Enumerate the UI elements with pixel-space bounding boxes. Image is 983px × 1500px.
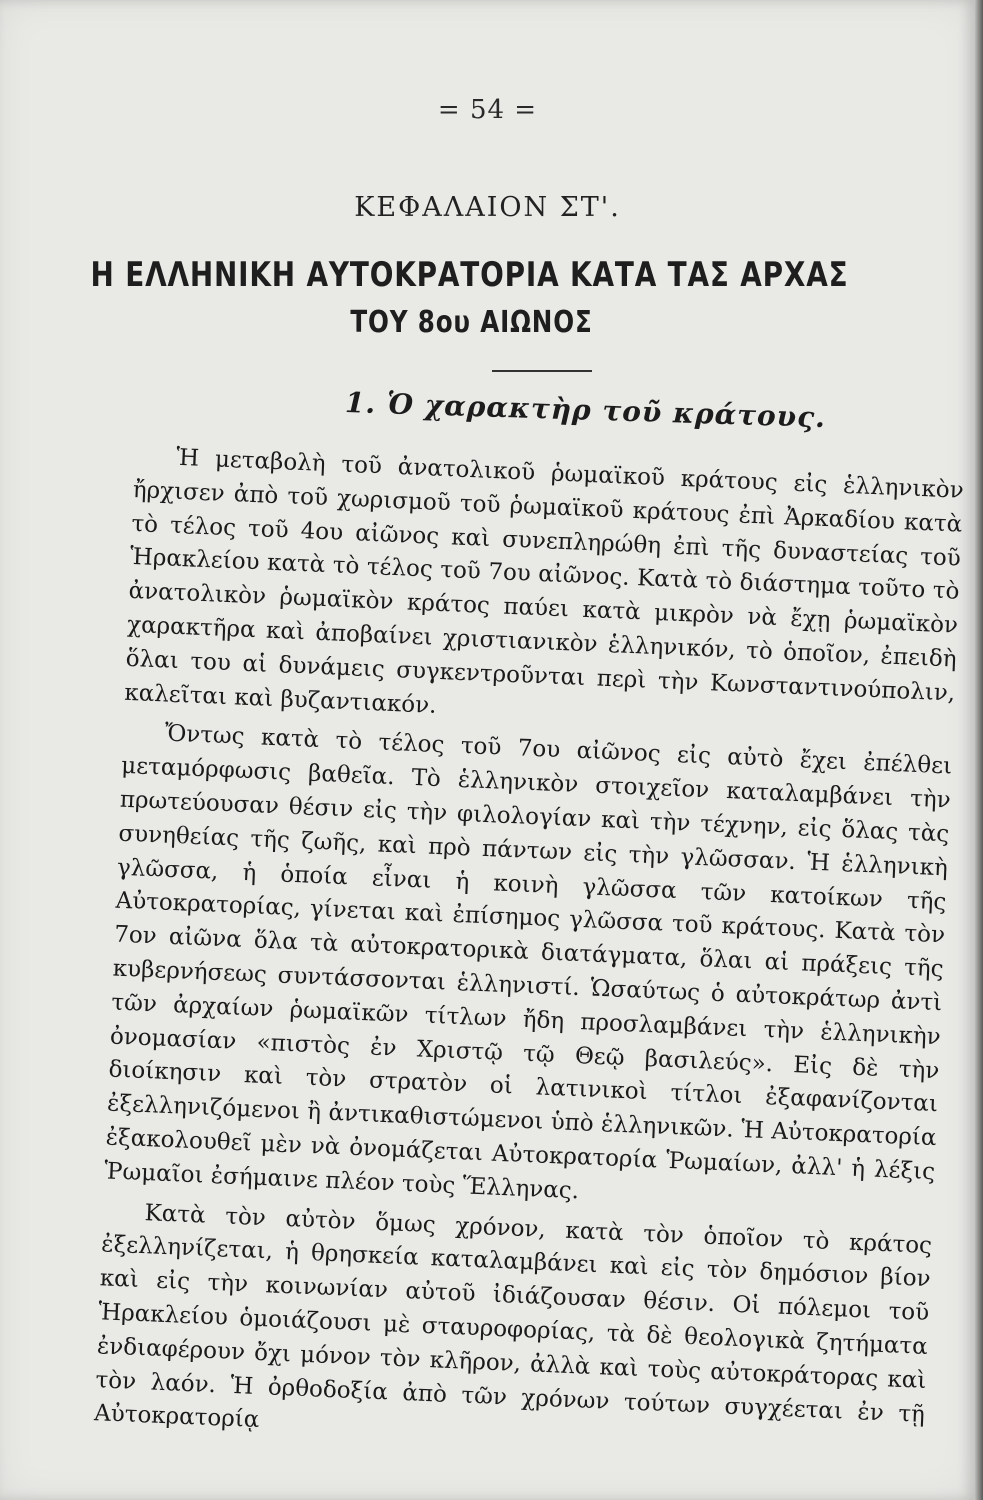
chapter-title-line-2: ΤΟΥ 8ου ΑΙΩΝΟΣ	[350, 305, 593, 340]
paragraph-2: Ὄντως κατὰ τὸ τέλος τοῦ 7ου αἰῶνος εἰς αὐτὸ ἔχει ἐπέλθει μεταμόρφωσις βαθεῖα. Τὸ ἑλληνικὸν στοιχεῖον καταλαμβάνει τὴν πρωτεύουσαν θέσιν εἰς τὴν φιλολογίαν καὶ τὴν τέχνην, εἰς ὅλας τὰς συνηθείας τῆς ζωῆς, καὶ πρὸ πάντων εἰς τὴν γλῶσσαν. Ἡ ἑλληνικὴ γλῶσσα, ἡ ὁποία εἶναι ἡ κοινὴ γλῶσσα τῶν κατοίκων τῆς Αὐτοκρατορίας, γίνεται καὶ ἐπίσημος γλῶσσα τοῦ κράτους. Κατὰ τὸν 7ον αἰῶνα ὅλα τὰ αὐτοκρατορικὰ διατάγματα, ὅλαι αἱ πράξεις τῆς κυβερνήσεως συντάσσονται ἑλληνιστί. Ὡσαύτως ὁ αὐτοκράτωρ ἀντὶ τῶν ἀρχαίων ῥωμαϊκῶν τίτλων ἤδη προσλαμβάνει τὴν ἑλληνικὴν ὀνομασίαν «πιστὸς ἐν Χριστῷ τῷ Θεῷ βασιλεύς». Εἰς δὲ τὴν διοίκησιν καὶ τὸν στρατὸν οἱ λατινικοὶ τίτλοι ἐξαφανίζονται ἐξελληνιζόμενοι ἢ ἀντικαθιστώμενοι ὑπὸ ἑλληνικῶν. Ἡ Αὐτοκρατορία ἐξακολουθεῖ μὲν νὰ ὀνομάζεται Αὐτοκρατορία Ῥωμαίων, ἀλλ' ἡ λέξις Ῥωμαῖοι ἐσήμαινε πλέον τοὺς Ἕλληνας.	[103, 720, 953, 1204]
page-number: = 54 =	[437, 95, 538, 125]
paragraph-1: Ἡ μεταβολὴ τοῦ ἀνατολικοῦ ῥωμαϊκοῦ κράτους εἰς ἑλληνικὸν ἤρχισεν ἀπὸ τοῦ χωρισμοῦ τοῦ ῥωμαϊκοῦ κράτους ἐπὶ Ἀρκαδίου κατὰ τὸ τέλος τοῦ 4ου αἰῶνος καὶ συνεπληρώθη ἐπὶ τῆς δυναστείας τοῦ Ἡρακλείου κατὰ τὸ τέλος τοῦ 7ου αἰῶνος. Κατὰ τὸ διάστημα τοῦτο τὸ ἀνατολικὸν ῥωμαϊκὸν κράτος παύει κατὰ μικρὸν νὰ ἔχῃ ῥωμαϊκὸν χαρακτῆρα καὶ ἀποβαίνει χριστιανικὸν ἑλληνικόν, τὸ ὁποῖον, ἐπειδὴ ὅλαι του αἱ δυνάμεις συγκεντροῦνται περὶ τὴν Κωνσταντινούπολιν, καλεῖται καὶ βυζαντιακόν.	[123, 444, 965, 719]
chapter-title-line-1: Η ΕΛΛΗΝΙΚΗ ΑΥΤΟΚΡΑΤΟΡΙΑ ΚΑΤΑ ΤΑΣ ΑΡΧΑΣ	[90, 255, 849, 295]
section-heading: 1. Ὁ χαρακτὴρ τοῦ κράτους.	[344, 386, 827, 435]
paragraph-3: Κατὰ τὸν αὐτὸν ὅμως χρόνον, κατὰ τὸν ὁποῖον τὸ κράτος ἐξελληνίζεται, ἡ θρησκεία καταλαμβάνει καὶ εἰς τὸν δημόσιον βίον καὶ εἰς τὴν κοινωνίαν αὐτοῦ ἰδιάζουσαν θέσιν. Οἱ πόλεμοι τοῦ Ἡρακλείου ὁμοιάζουσι μὲ σταυροφορίας, τὰ δὲ θεολογικὰ ζητήματα ἐνδιαφέρουν ὄχι μόνον τὸν κλῆρον, ἀλλὰ καὶ τοὺς αὐτοκράτορας καὶ τὸν λαόν. Ἡ ὀρθοδοξία ἀπὸ τῶν χρόνων τούτων συγχέεται ἐν τῇ Αὐτοκρατορίᾳ	[93, 1199, 933, 1434]
title-divider	[492, 370, 592, 372]
chapter-label: ΚΕΦΑΛΑΙΟΝ ΣΤ'.	[354, 192, 621, 223]
page-edge-shadow	[975, 0, 983, 1500]
body-text	[93, 440, 964, 1472]
